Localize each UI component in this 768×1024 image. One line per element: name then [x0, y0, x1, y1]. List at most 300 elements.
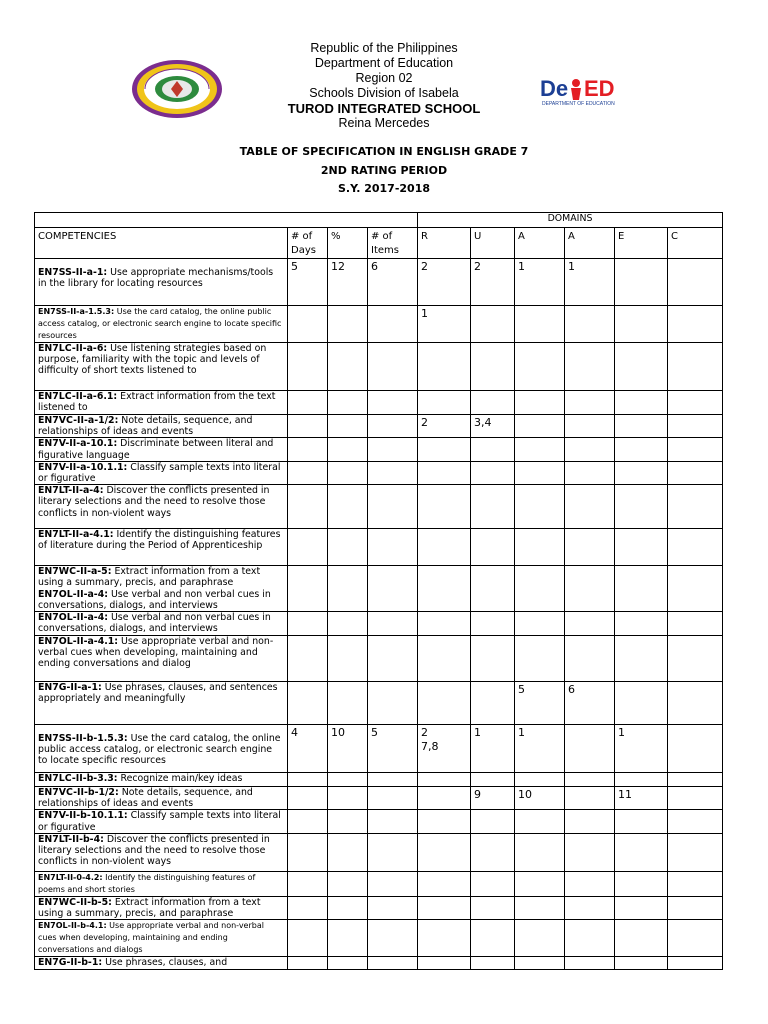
percent-cell	[328, 810, 368, 833]
domain-a2-cell	[565, 566, 615, 612]
competency-text	[38, 566, 284, 588]
items-cell	[368, 612, 418, 636]
competency-cell	[35, 461, 288, 484]
svg-text:De: De	[540, 76, 569, 101]
percent-cell	[328, 343, 368, 391]
competency-text	[38, 343, 284, 377]
competency-code: EN7V-II-a-10.1:	[38, 438, 118, 450]
header-region: Region 02	[355, 71, 413, 85]
domain-a1-cell: 1	[515, 259, 565, 306]
domain-c-cell	[668, 920, 723, 957]
items-cell	[368, 461, 418, 484]
domain-u-cell	[471, 485, 515, 529]
domain-u-cell	[471, 306, 515, 343]
days-cell	[288, 438, 328, 461]
percent-cell	[328, 920, 368, 957]
header-division: Schools Division of Isabela	[309, 86, 459, 100]
domain-u-cell	[471, 957, 515, 970]
domain-c-cell	[668, 833, 723, 871]
domain-a1-cell	[515, 833, 565, 871]
competency-cell	[35, 636, 288, 682]
competency-text	[38, 306, 284, 342]
domains-header: DOMAINS	[418, 213, 723, 228]
domain-a1-cell	[515, 920, 565, 957]
domain-e-cell	[615, 306, 668, 343]
days-cell	[288, 773, 328, 787]
domain-u-cell	[471, 461, 515, 484]
domain-u-cell: 2	[471, 259, 515, 306]
days-cell	[288, 957, 328, 970]
domain-a2-cell	[565, 636, 615, 682]
domain-a1-cell	[515, 871, 565, 896]
table-row	[35, 438, 723, 461]
domain-a1-cell: 5	[515, 682, 565, 725]
domain-e-cell	[615, 957, 668, 970]
items-cell	[368, 871, 418, 896]
items-cell	[368, 566, 418, 612]
competency-text	[38, 462, 284, 484]
domain-a2-cell	[565, 725, 615, 773]
domain-e-cell	[615, 566, 668, 612]
competency-code: EN7OL-II-a-4:	[38, 612, 108, 624]
domain-a1-cell	[515, 391, 565, 415]
competency-text	[38, 810, 284, 832]
competencies-header: COMPETENCIES	[35, 228, 288, 259]
domain-e-cell	[615, 343, 668, 391]
competency-text	[38, 773, 284, 784]
domain-a1-cell	[515, 957, 565, 970]
items-cell	[368, 810, 418, 833]
domain-r-cell: 1	[418, 306, 471, 343]
domain-a1-cell: 10	[515, 787, 565, 810]
competency-text	[38, 834, 284, 868]
domain-c-cell	[668, 682, 723, 725]
competency-text	[38, 612, 284, 634]
domain-a2-cell	[565, 415, 615, 438]
table-row	[35, 871, 723, 896]
competency-description: Extract information from a text using a summary, precis, and paraphrase	[38, 566, 261, 589]
days-cell	[288, 485, 328, 529]
competency-text	[38, 957, 284, 968]
competency-code: EN7OL-II-a-4:	[38, 588, 108, 600]
competency-code: EN7LC-II-b-3.3:	[38, 773, 118, 785]
domain-r-cell	[418, 566, 471, 612]
domain-r-cell	[418, 612, 471, 636]
days-cell	[288, 415, 328, 438]
percent-cell	[328, 957, 368, 970]
domain-r-cell: 2	[418, 415, 471, 438]
domain-a1-cell	[515, 529, 565, 566]
percent-cell	[328, 833, 368, 871]
items-cell	[368, 787, 418, 810]
competency-description: Discover the conflicts presented in literary selections and the need to resolve those conflicts in non-violent ways	[38, 485, 270, 519]
domain-u-cell	[471, 833, 515, 871]
domain-u-cell	[471, 438, 515, 461]
domain-a2-cell	[565, 438, 615, 461]
domain-a1-cell	[515, 438, 565, 461]
domain-u-header: U	[471, 228, 515, 259]
domain-r-cell	[418, 833, 471, 871]
domain-u-cell: 9	[471, 787, 515, 810]
header-republic: Republic of the Philippines	[310, 41, 458, 55]
domain-a2-cell	[565, 529, 615, 566]
competency-cell	[35, 787, 288, 810]
domain-r-cell: 2 7,8	[418, 725, 471, 773]
percent-cell	[328, 773, 368, 787]
competency-description: Use verbal and non verbal cues in conversations, dialogs, and interviews	[38, 588, 271, 611]
table-row	[35, 612, 723, 636]
domain-a2-cell	[565, 391, 615, 415]
items-cell	[368, 773, 418, 787]
domain-a1-cell	[515, 773, 565, 787]
domain-a2-cell	[565, 920, 615, 957]
domain-e-cell	[615, 391, 668, 415]
table-row	[35, 957, 723, 970]
domain-u-cell	[471, 529, 515, 566]
table-row	[35, 461, 723, 484]
domain-e-cell	[615, 920, 668, 957]
domain-r-cell	[418, 871, 471, 896]
domain-e-cell	[615, 485, 668, 529]
competency-description: Classify sample texts into literal or figurative	[38, 461, 281, 485]
competency-description: Discover the conflicts presented in literary selections and the need to resolve those conflicts in non-violent ways	[38, 833, 270, 868]
table-row	[35, 415, 723, 438]
domain-u-cell	[471, 391, 515, 415]
domains-row	[35, 213, 723, 228]
domain-c-cell	[668, 896, 723, 919]
domain-c-cell	[668, 461, 723, 484]
items-cell	[368, 682, 418, 725]
domain-r-cell	[418, 343, 471, 391]
svg-text:DEPARTMENT OF EDUCATION: DEPARTMENT OF EDUCATION	[542, 101, 615, 107]
domain-r-cell	[418, 391, 471, 415]
domain-r-cell: 2	[418, 259, 471, 306]
competency-description: Use appropriate verbal and non-verbal cues when developing, maintaining and ending conversations and dialogs	[38, 921, 264, 955]
table-row	[35, 485, 723, 529]
competency-code: EN7V-II-b-10.1.1:	[38, 810, 128, 822]
title-line-2: 2ND RATING PERIOD	[320, 164, 448, 177]
domain-a1-cell	[515, 566, 565, 612]
table-row	[35, 636, 723, 682]
competency-text	[38, 438, 284, 460]
competency-cell	[35, 259, 288, 306]
competency-code: EN7OL-II-a-4.1:	[38, 636, 119, 648]
percent-cell	[328, 438, 368, 461]
competency-text	[38, 589, 284, 611]
table-row	[35, 529, 723, 566]
header-school: TUROD INTEGRATED SCHOOL	[287, 101, 481, 116]
domain-r-cell	[418, 810, 471, 833]
competency-code: EN7SS-II-b-1.5.3:	[38, 733, 128, 745]
competency-description: Use the card catalog, the online public access catalog, or electronic search engine to locate specific resources	[38, 307, 282, 340]
competency-cell	[35, 529, 288, 566]
days-cell	[288, 391, 328, 415]
competency-cell	[35, 920, 288, 957]
domain-a1-cell	[515, 461, 565, 484]
domain-c-cell	[668, 306, 723, 343]
competency-description: Identify the distinguishing features of poems and short stories	[38, 872, 256, 894]
competency-code: EN7V-II-a-10.1.1:	[38, 461, 128, 473]
competency-code: EN7VC-II-a-1/2:	[38, 415, 119, 426]
items-cell	[368, 343, 418, 391]
domain-c-header: C	[668, 228, 723, 259]
domain-a2-cell	[565, 871, 615, 896]
domain-u-cell	[471, 773, 515, 787]
domain-c-cell	[668, 787, 723, 810]
percent-cell: 12	[328, 259, 368, 306]
competency-code: EN7LT-II-0-4.2:	[38, 872, 103, 882]
competency-description: Use listening strategies based on purpose, familiarity with the topic and levels of difficulty of short texts listened to	[38, 343, 267, 377]
items-header: # of Items	[368, 228, 418, 259]
competency-text	[38, 529, 284, 551]
competency-description: Use verbal and non verbal cues in conversations, dialogs, and interviews	[38, 612, 271, 635]
domain-a1-header: A	[515, 228, 565, 259]
competency-cell	[35, 612, 288, 636]
domain-u-cell	[471, 682, 515, 725]
domain-u-cell	[471, 636, 515, 682]
percent-cell	[328, 682, 368, 725]
competency-description: Discriminate between literal and figurative language	[38, 438, 274, 461]
domain-e-cell	[615, 810, 668, 833]
domain-r-cell	[418, 773, 471, 787]
competency-text	[38, 920, 284, 956]
domain-a2-cell	[565, 461, 615, 484]
domain-u-cell	[471, 612, 515, 636]
table-row	[35, 391, 723, 415]
domain-e-cell	[615, 636, 668, 682]
competency-description: Recognize main/key ideas	[117, 773, 243, 785]
competency-cell	[35, 871, 288, 896]
domain-r-cell	[418, 438, 471, 461]
days-cell	[288, 461, 328, 484]
domain-c-cell	[668, 612, 723, 636]
days-cell: 4	[288, 725, 328, 773]
competency-code: EN7LT-II-a-4:	[38, 485, 104, 497]
domain-u-cell	[471, 920, 515, 957]
domain-e-cell	[615, 833, 668, 871]
competency-description: Extract information from the text listened to	[38, 391, 276, 414]
domain-e-cell	[615, 529, 668, 566]
domain-u-cell	[471, 810, 515, 833]
percent-cell	[328, 306, 368, 343]
items-cell	[368, 957, 418, 970]
items-cell	[368, 636, 418, 682]
domain-c-cell	[668, 566, 723, 612]
percent-cell	[328, 787, 368, 810]
competency-description: Note details, sequence, and relationships of ideas and events	[38, 787, 253, 810]
domain-c-cell	[668, 529, 723, 566]
competency-cell	[35, 343, 288, 391]
competency-description: Classify sample texts into literal or figurative	[38, 810, 281, 833]
domain-a1-cell	[515, 306, 565, 343]
domain-r-cell	[418, 682, 471, 725]
competency-cell	[35, 896, 288, 919]
domain-e-header: E	[615, 228, 668, 259]
domain-a2-cell	[565, 306, 615, 343]
domain-a1-cell	[515, 896, 565, 919]
specification-table	[34, 212, 723, 970]
items-cell	[368, 529, 418, 566]
header-row	[35, 228, 723, 259]
domain-u-cell	[471, 896, 515, 919]
domain-c-cell	[668, 725, 723, 773]
days-cell	[288, 306, 328, 343]
domain-u-cell	[471, 566, 515, 612]
table-row	[35, 920, 723, 957]
competency-text	[38, 636, 284, 670]
competency-code: EN7VC-II-b-1/2:	[38, 787, 119, 799]
items-cell	[368, 896, 418, 919]
domain-c-cell	[668, 259, 723, 306]
domain-a2-cell	[565, 787, 615, 810]
table-row	[35, 773, 723, 787]
domain-u-cell: 3,4	[471, 415, 515, 438]
days-cell	[288, 636, 328, 682]
competency-cell	[35, 725, 288, 773]
domain-r-cell	[418, 957, 471, 970]
domain-c-cell	[668, 438, 723, 461]
competency-description: Use appropriate verbal and non-verbal cues when developing, maintaining and ending conversations and dialog	[38, 636, 274, 670]
competency-text	[38, 415, 284, 437]
days-cell	[288, 871, 328, 896]
domain-u-cell	[471, 343, 515, 391]
domain-r-cell	[418, 461, 471, 484]
domain-a1-cell	[515, 810, 565, 833]
competency-code: EN7G-II-b-1:	[38, 957, 103, 969]
domain-a2-cell	[565, 957, 615, 970]
table-row	[35, 343, 723, 391]
competency-description: Identify the distinguishing features of literature during the Period of Apprenticeship	[38, 529, 281, 552]
competency-text	[38, 259, 284, 289]
domain-a1-cell	[515, 415, 565, 438]
days-cell	[288, 612, 328, 636]
percent-cell	[328, 566, 368, 612]
competency-description: Extract information from a text using a summary, precis, and paraphrase	[38, 896, 261, 920]
competency-code: EN7LC-II-a-6:	[38, 343, 108, 354]
competency-text	[38, 872, 284, 896]
competency-cell	[35, 485, 288, 529]
domain-a2-cell: 1	[565, 259, 615, 306]
domain-a1-cell	[515, 612, 565, 636]
percent-header: %	[328, 228, 368, 259]
domain-a1-cell	[515, 485, 565, 529]
competency-code: EN7SS-II-a-1.5.3:	[38, 307, 115, 316]
percent-cell	[328, 529, 368, 566]
title-line-1: TABLE OF SPECIFICATION IN ENGLISH GRADE 7	[239, 145, 529, 158]
domain-u-cell	[471, 871, 515, 896]
domain-e-cell: 11	[615, 787, 668, 810]
table-row	[35, 833, 723, 871]
days-cell	[288, 787, 328, 810]
domain-e-cell	[615, 896, 668, 919]
competency-text	[38, 787, 284, 809]
deped-logo-icon	[538, 74, 634, 108]
competency-cell	[35, 773, 288, 787]
domain-r-cell	[418, 920, 471, 957]
days-cell	[288, 833, 328, 871]
domain-a2-cell	[565, 485, 615, 529]
domain-e-cell	[615, 415, 668, 438]
days-cell	[288, 920, 328, 957]
competency-cell	[35, 810, 288, 833]
domain-e-cell	[615, 438, 668, 461]
domain-r-cell	[418, 787, 471, 810]
competency-text	[38, 682, 284, 704]
svg-text:ED: ED	[584, 76, 615, 101]
percent-cell	[328, 896, 368, 919]
table-row	[35, 896, 723, 919]
competency-code: EN7LC-II-a-6.1:	[38, 391, 118, 402]
domain-a2-cell	[565, 343, 615, 391]
competency-cell	[35, 391, 288, 415]
days-cell	[288, 810, 328, 833]
domain-c-cell	[668, 343, 723, 391]
competency-description: Note details, sequence, and relationships of ideas and events	[38, 415, 253, 438]
domain-a1-cell	[515, 636, 565, 682]
days-cell	[288, 896, 328, 919]
days-cell	[288, 566, 328, 612]
competency-text	[38, 485, 284, 519]
domain-e-cell: 1	[615, 725, 668, 773]
domain-c-cell	[668, 810, 723, 833]
header-town: Reina Mercedes	[338, 116, 430, 130]
competency-code: EN7LT-II-a-4.1:	[38, 529, 114, 541]
domain-r-cell	[418, 896, 471, 919]
competency-code: EN7G-II-a-1:	[38, 682, 102, 694]
competency-cell	[35, 957, 288, 970]
competency-description: Use phrases, clauses, and sentences appropriately and meaningfully	[38, 682, 278, 705]
items-cell	[368, 438, 418, 461]
competency-cell	[35, 833, 288, 871]
competency-code: EN7OL-II-b-4.1:	[38, 921, 107, 931]
items-cell	[368, 833, 418, 871]
percent-cell: 10	[328, 725, 368, 773]
domain-c-cell	[668, 871, 723, 896]
domain-a2-cell	[565, 833, 615, 871]
items-cell	[368, 415, 418, 438]
domain-a2-cell	[565, 773, 615, 787]
percent-cell	[328, 636, 368, 682]
competency-code: EN7SS-II-a-1:	[38, 267, 108, 278]
domain-c-cell	[668, 957, 723, 970]
table-row	[35, 306, 723, 343]
items-cell	[368, 306, 418, 343]
percent-cell	[328, 871, 368, 896]
domain-a1-cell	[515, 343, 565, 391]
items-cell: 5	[368, 725, 418, 773]
domain-c-cell	[668, 415, 723, 438]
days-cell	[288, 529, 328, 566]
domain-a1-cell: 1	[515, 725, 565, 773]
domain-u-cell: 1	[471, 725, 515, 773]
header-department: Department of Education	[314, 56, 454, 70]
domain-c-cell	[668, 485, 723, 529]
title-line-3: S.Y. 2017-2018	[337, 182, 431, 195]
percent-cell	[328, 612, 368, 636]
percent-cell	[328, 391, 368, 415]
competency-cell	[35, 438, 288, 461]
competency-code: EN7WC-II-a-5:	[38, 566, 112, 578]
table-row	[35, 810, 723, 833]
domain-a2-cell: 6	[565, 682, 615, 725]
competency-description: Use the card catalog, the online public access catalog, or electronic search engine to locate specific resources	[38, 733, 281, 767]
competency-code: EN7LT-II-b-4:	[38, 833, 104, 845]
school-seal-icon	[131, 59, 223, 119]
domain-c-cell	[668, 773, 723, 787]
competency-text	[38, 897, 284, 919]
items-cell	[368, 920, 418, 957]
domain-r-cell	[418, 636, 471, 682]
